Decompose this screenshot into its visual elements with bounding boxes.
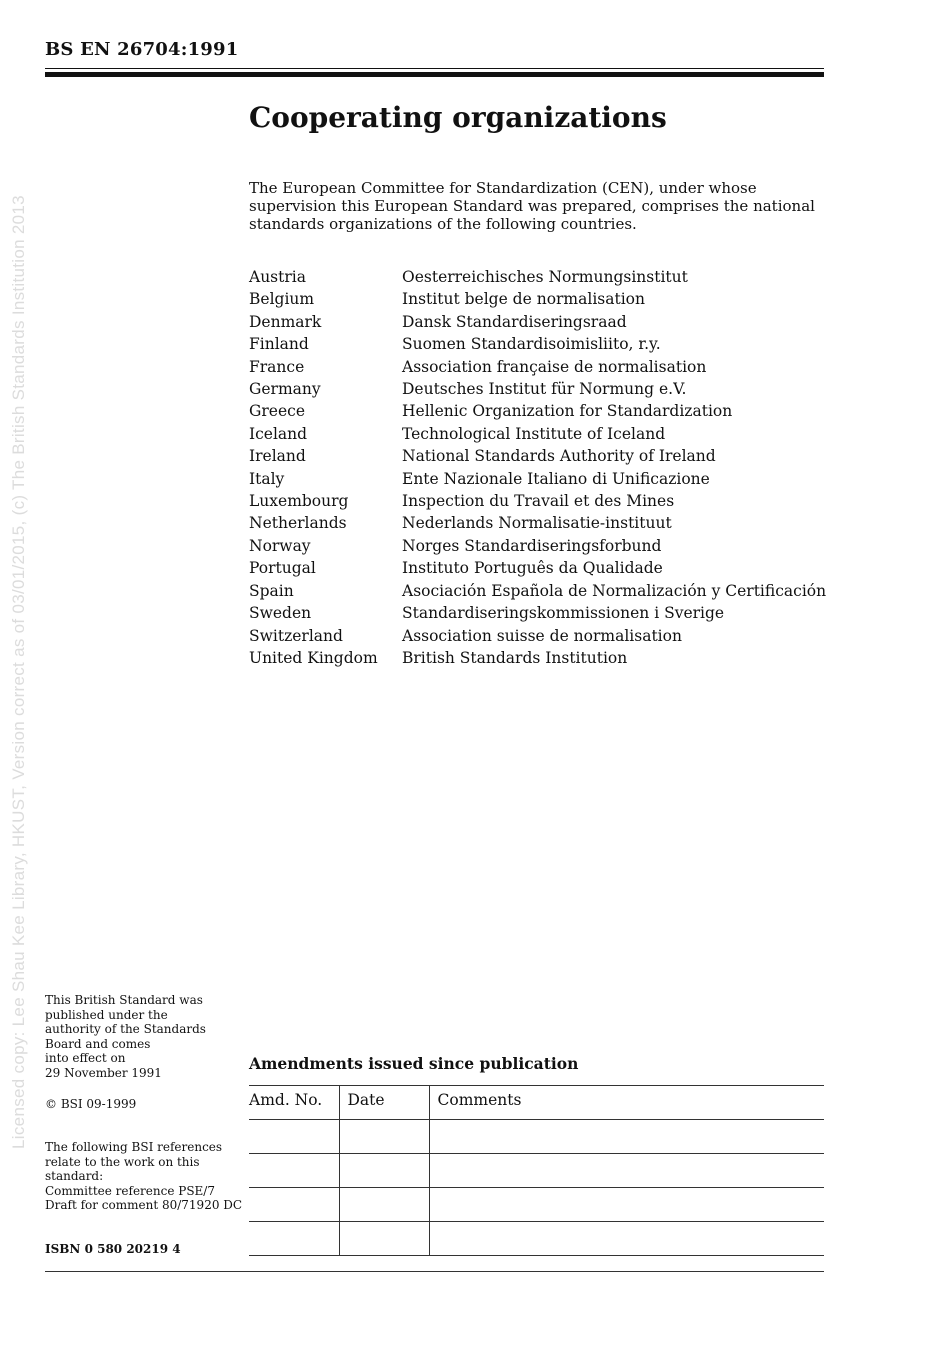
organization-name: British Standards Institution (402, 648, 628, 667)
bsi-references-note (45, 1140, 245, 1213)
organization-row (249, 602, 826, 624)
country-name: Italy (249, 469, 285, 488)
organization-row (249, 445, 826, 467)
country-name: Spain (249, 581, 294, 600)
amendment-cell-comments (429, 1120, 824, 1154)
page-title: Cooperating organizations (249, 101, 667, 134)
amendment-cell-amd-no (249, 1188, 339, 1222)
country-name: Iceland (249, 424, 308, 443)
organization-name: Hellenic Organization for Standardization (402, 402, 733, 421)
organization-row (249, 333, 826, 355)
country-name: Portugal (249, 559, 316, 578)
bsi-references-line: Draft for comment 80/71920 DC (45, 1198, 243, 1212)
organization-name: Standardiseringskommissionen i Sverige (402, 604, 725, 623)
publication-note-line: published under the (45, 1007, 168, 1022)
amendment-row (249, 1188, 824, 1222)
amendments-header-amd-no: Amd. No. (249, 1086, 339, 1120)
license-watermark: Licensed copy: Lee Shau Kee Library, HKUST, Version correct as of 03/01/2015, (c) The British Standards Institution 2013 (9, 195, 28, 1149)
bsi-references-line: The following BSI references (45, 1140, 223, 1154)
amendment-row (249, 1154, 824, 1188)
amendments-header-comments: Comments (429, 1086, 824, 1120)
amendment-cell-date (339, 1188, 429, 1222)
organization-row (249, 580, 826, 602)
amendments-table (249, 1085, 824, 1256)
organization-row (249, 266, 826, 288)
country-name: Greece (249, 402, 305, 421)
bsi-references-line: relate to the work on this (45, 1154, 200, 1169)
organization-name: Instituto Português da Qualidade (402, 559, 663, 578)
organization-row (249, 400, 826, 422)
amendment-cell-comments (429, 1188, 824, 1222)
publication-note-line: authority of the Standards (45, 1022, 206, 1036)
amendments-header-row (249, 1086, 824, 1120)
amendment-cell-amd-no (249, 1120, 339, 1154)
isbn: ISBN 0 580 20219 4 (45, 1242, 181, 1256)
organization-name: Oesterreichisches Normungsinstitut (402, 268, 688, 286)
bsi-references-line: standard: (45, 1169, 104, 1183)
amendment-cell-amd-no (249, 1154, 339, 1188)
organization-row (249, 535, 826, 557)
organization-row (249, 356, 826, 378)
amendment-row (249, 1222, 824, 1256)
organization-name: Dansk Standardiseringsraad (402, 312, 627, 331)
organization-name: Asociación Española de Normalización y Certificación (402, 581, 827, 600)
country-name: Austria (249, 268, 306, 286)
amendment-cell-date (339, 1154, 429, 1188)
country-name: Switzerland (249, 626, 343, 645)
organization-row (249, 647, 826, 669)
organization-name: Association française de normalisation (402, 357, 707, 376)
organization-name: Deutsches Institut für Normung e.V. (402, 380, 687, 399)
organization-name: Nederlands Normalisatie-instituut (402, 514, 672, 533)
organization-name: Institut belge de normalisation (402, 290, 645, 309)
publication-note-line: Board and comes (45, 1036, 151, 1051)
amendment-row (249, 1120, 824, 1154)
amendment-cell-comments (429, 1154, 824, 1188)
amendment-cell-date (339, 1222, 429, 1256)
organization-name: Technological Institute of Iceland (402, 424, 666, 443)
publication-note (45, 993, 245, 1080)
amendment-cell-date (339, 1120, 429, 1154)
country-name: Ireland (249, 447, 306, 466)
organization-name: National Standards Authority of Ireland (402, 447, 716, 466)
country-name: France (249, 357, 305, 376)
bsi-references-line: Committee reference PSE/7 (45, 1183, 215, 1198)
country-name: Norway (249, 536, 311, 555)
intro-paragraph: The European Committee for Standardization (CEN), under whose supervision this European Standard was prepared, comprises the national standards organizations of the following countries. (249, 179, 815, 233)
document-id: BS EN 26704:1991 (45, 39, 239, 60)
organization-row (249, 311, 826, 333)
country-name: Germany (249, 380, 321, 399)
country-name: Sweden (249, 604, 312, 623)
organization-row (249, 378, 826, 400)
organizations-table (249, 266, 826, 669)
organization-row (249, 468, 826, 490)
organization-name: Norges Standardiseringsforbund (402, 536, 662, 555)
country-name: Belgium (249, 290, 315, 309)
organization-row (249, 490, 826, 512)
organization-name: Suomen Standardisoimisliito, r.y. (402, 335, 661, 354)
organization-row (249, 423, 826, 445)
amendments-title: Amendments issued since publication (249, 1054, 579, 1073)
publication-note-line: This British Standard was (45, 993, 203, 1007)
amendment-cell-comments (429, 1222, 824, 1256)
organization-row (249, 512, 826, 534)
header-rule-thin (45, 68, 824, 69)
country-name: United Kingdom (249, 648, 378, 667)
organization-name: Association suisse de normalisation (402, 626, 682, 645)
footer-rule (45, 1271, 824, 1272)
country-name: Finland (249, 335, 309, 354)
amendment-cell-amd-no (249, 1222, 339, 1256)
organization-row (249, 625, 826, 647)
country-name: Luxembourg (249, 492, 349, 511)
organization-name: Inspection du Travail et des Mines (402, 492, 675, 511)
publication-note-line: 29 November 1991 (45, 1065, 162, 1080)
header-rule-thick (45, 72, 824, 77)
publication-note-line: into effect on (45, 1051, 126, 1065)
organization-row (249, 288, 826, 310)
country-name: Denmark (249, 312, 322, 331)
copyright-note: © BSI 09-1999 (45, 1097, 137, 1111)
organization-name: Ente Nazionale Italiano di Unificazione (402, 469, 710, 488)
organization-row (249, 557, 826, 579)
amendments-header-date: Date (339, 1086, 429, 1120)
country-name: Netherlands (249, 514, 347, 533)
